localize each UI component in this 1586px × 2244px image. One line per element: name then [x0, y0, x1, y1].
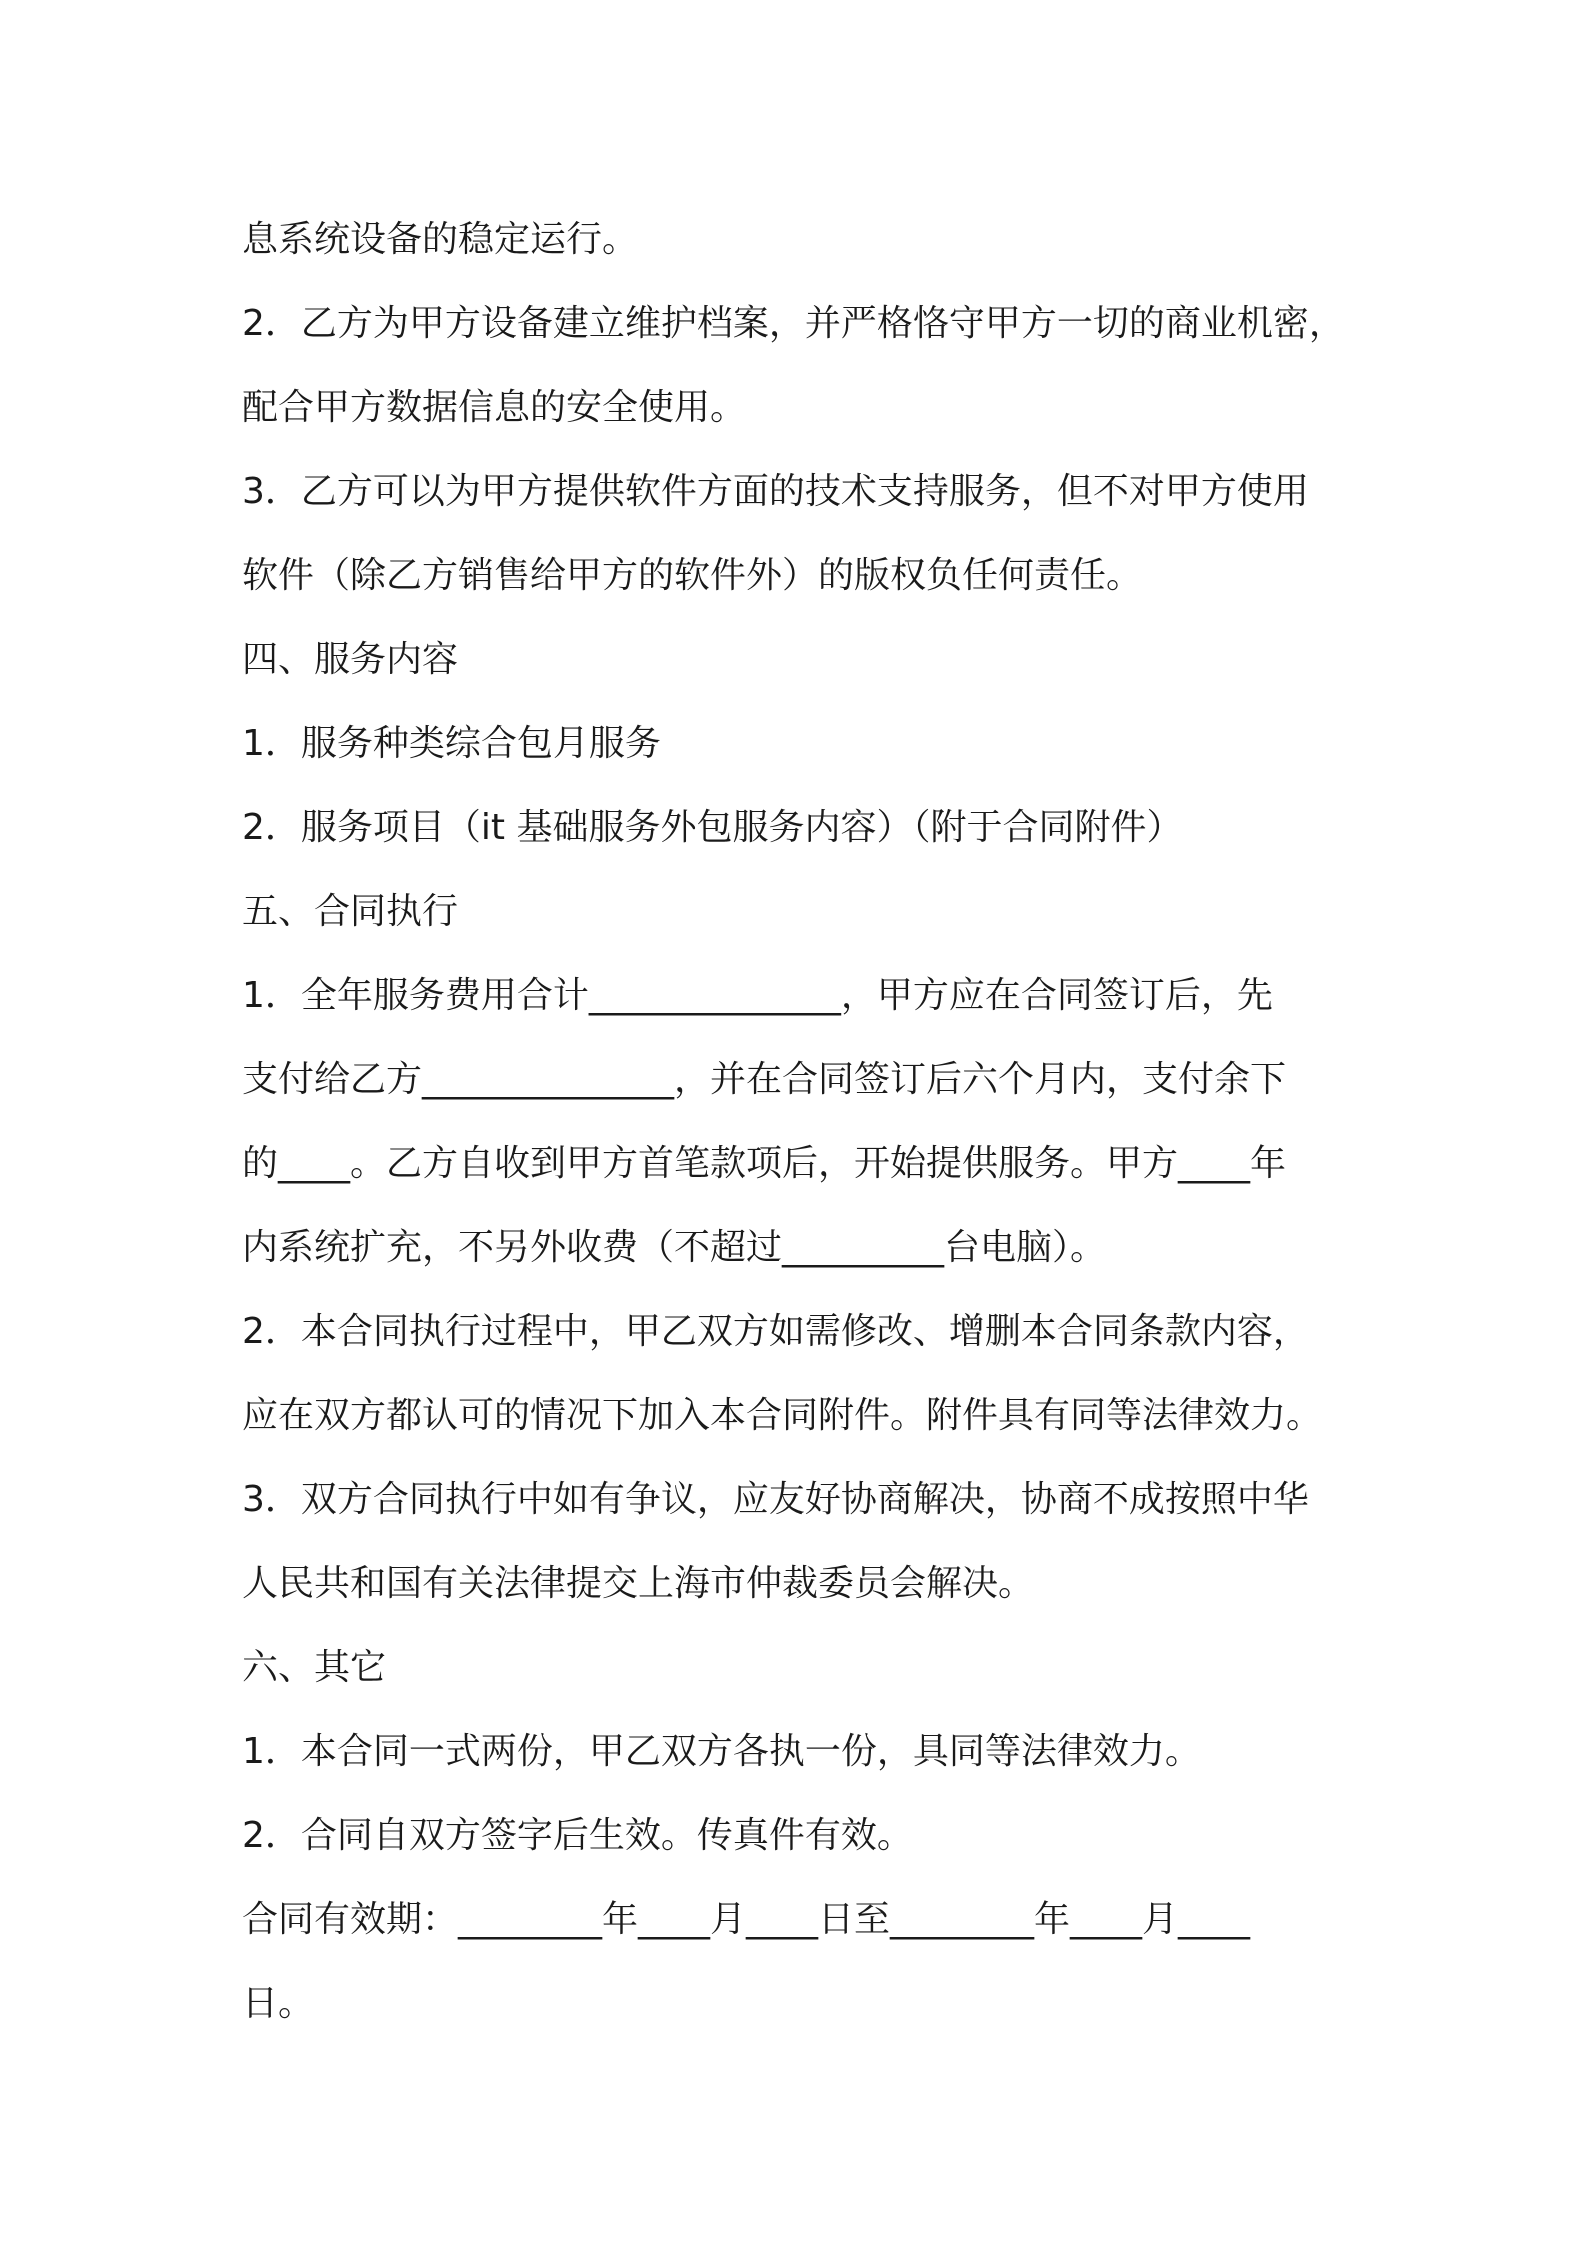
section-heading: 六、其它: [242, 1647, 387, 1688]
text-line: 1．服务种类综合包月服务: [242, 723, 661, 764]
text-line: 内系统扩充，不另外收费（不超过_________台电脑）。: [242, 1227, 1107, 1268]
text-line: 的____。乙方自收到甲方首笔款项后，开始提供服务。甲方____年: [242, 1143, 1287, 1184]
text-line: 支付给乙方______________，并在合同签订后六个月内，支付余下: [242, 1059, 1287, 1100]
text-line: 1．全年服务费用合计______________，甲方应在合同签订后，先: [242, 975, 1273, 1016]
text-line: 1．本合同一式两份，甲乙双方各执一份，具同等法律效力。: [242, 1731, 1201, 1772]
text-line: 2．本合同执行过程中，甲乙双方如需修改、增删本合同条款内容，: [242, 1311, 1309, 1352]
text-line: 息系统设备的稳定运行。: [242, 219, 639, 260]
text-line: 配合甲方数据信息的安全使用。: [242, 387, 747, 428]
text-line: 2．服务项目（it 基础服务外包服务内容）（附于合同附件）: [242, 807, 1183, 848]
contract-text: [242, 198, 1372, 2046]
text-line: 2．乙方为甲方设备建立维护档案，并严格恪守甲方一切的商业机密，: [242, 303, 1345, 344]
text-line: 应在双方都认可的情况下加入本合同附件。附件具有同等法律效力。: [242, 1395, 1323, 1436]
text-line: 软件（除乙方销售给甲方的软件外）的版权负任何责任。: [242, 555, 1143, 596]
section-heading: 四、服务内容: [242, 639, 459, 680]
text-line: 3．乙方可以为甲方提供软件方面的技术支持服务，但不对甲方使用: [242, 471, 1309, 512]
text-line: 日。: [242, 1983, 315, 2024]
text-line: 人民共和国有关法律提交上海市仲裁委员会解决。: [242, 1563, 1035, 1604]
text-line: 合同有效期：________年____月____日至________年____月____: [242, 1899, 1251, 1940]
section-heading: 五、合同执行: [242, 891, 459, 932]
text-line: 3．双方合同执行中如有争议，应友好协商解决，协商不成按照中华: [242, 1479, 1309, 1520]
text-line: 2．合同自双方签字后生效。传真件有效。: [242, 1815, 913, 1856]
